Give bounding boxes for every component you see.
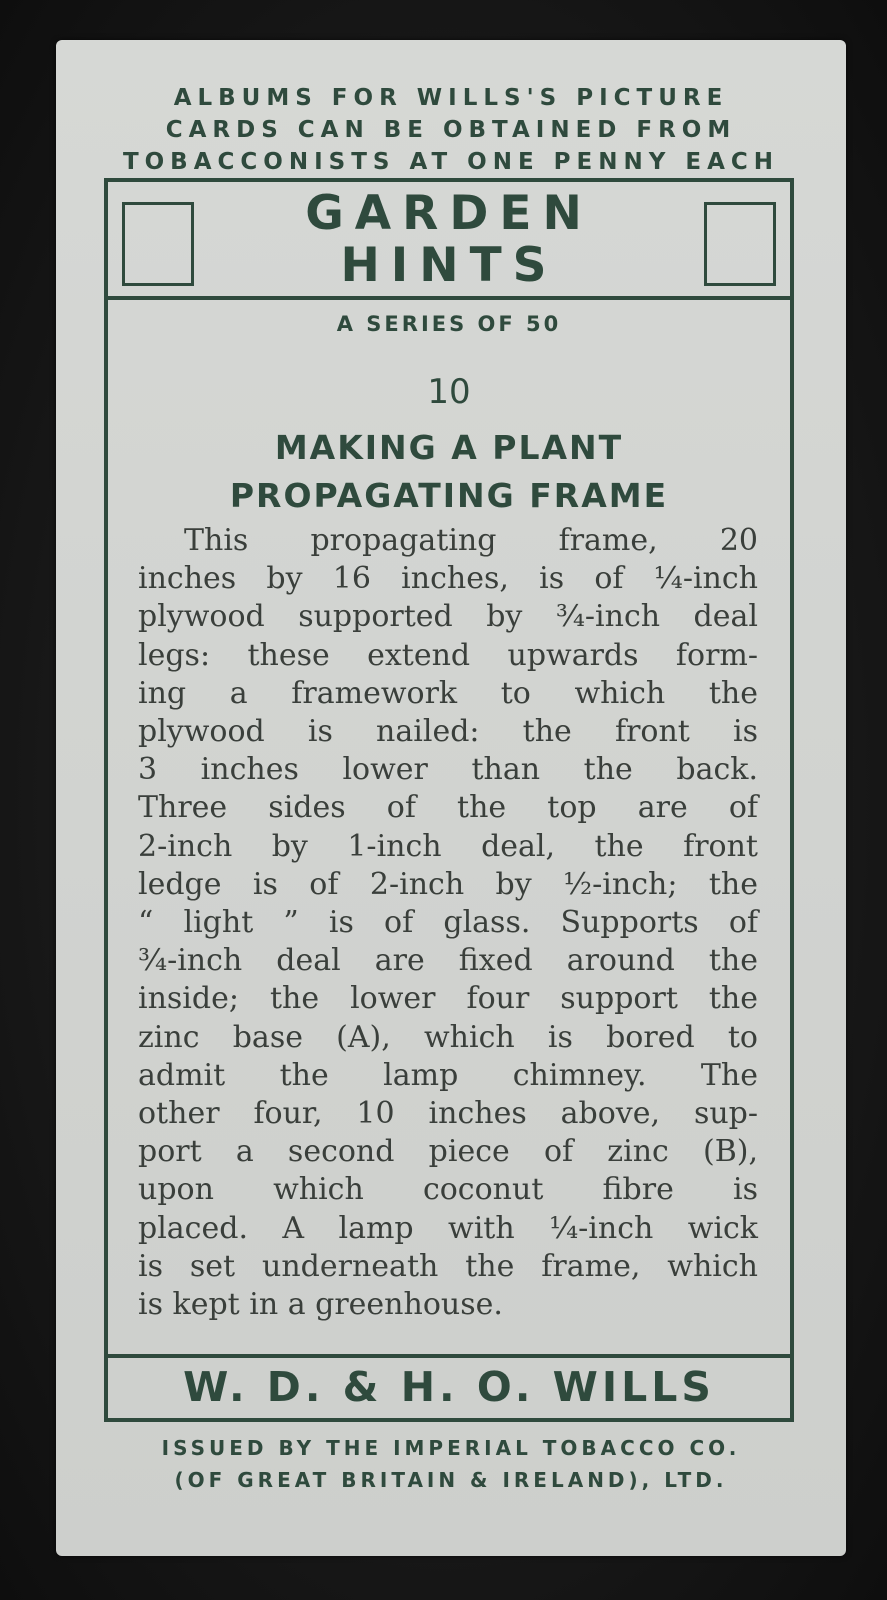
description-line: 3 inches lower than the back. [138, 752, 758, 788]
card-description [138, 522, 758, 1324]
series-subtitle: A SERIES OF 50 [336, 312, 562, 336]
card-frame [104, 178, 794, 1422]
description-line: other four, 10 inches above, sup- [138, 1096, 758, 1132]
card-number: 10 [427, 372, 471, 412]
description-line: is kept in a greenhouse. [138, 1287, 503, 1323]
description-line: Three sides of the top are of [138, 790, 758, 826]
maker-name: W. D. & H. O. WILLS [183, 1363, 715, 1411]
album-notice-line: TOBACCONISTS AT ONE PENNY EACH [122, 149, 780, 175]
description-line: port a second piece of zinc (B), [138, 1134, 758, 1170]
series-title-band [108, 182, 790, 300]
description-line: ing a framework to which the [138, 675, 758, 711]
description-line: zinc base (A), which is bored to [138, 1019, 758, 1055]
series-title-line: GARDEN [305, 186, 593, 241]
decorative-box-left [122, 202, 194, 286]
issuer-line: (OF GREAT BRITAIN & IRELAND), LTD. [174, 1468, 728, 1492]
album-notice [106, 82, 796, 178]
description-line: upon which coconut fibre is [138, 1172, 758, 1208]
description-line: inside; the lower four support the [138, 981, 758, 1017]
cigarette-card [56, 40, 846, 1556]
card-title-line: PROPAGATING FRAME [229, 476, 669, 515]
description-line: ledge is of 2-inch by ½-inch; the [138, 866, 758, 902]
maker-band [108, 1354, 790, 1418]
description-line: “ light ” is of glass. Supports of [138, 905, 758, 941]
issuer-line: ISSUED BY THE IMPERIAL TOBACCO CO. [161, 1436, 741, 1460]
series-title-line: HINTS [340, 238, 558, 293]
decorative-box-right [704, 202, 776, 286]
album-notice-line: CARDS CAN BE OBTAINED FROM [165, 117, 737, 143]
description-line: This propagating frame, 20 [184, 523, 758, 558]
description-line: placed. A lamp with ¼-inch wick [138, 1210, 758, 1246]
issuer-notice [86, 1432, 816, 1496]
description-line: legs: these extend upwards form- [138, 637, 758, 673]
description-line: is set underneath the frame, which [138, 1248, 758, 1284]
album-notice-line: ALBUMS FOR WILLS'S PICTURE [173, 85, 729, 111]
description-line: inches by 16 inches, is of ¼-inch [138, 561, 758, 597]
description-line: ¾-inch deal are fixed around the [138, 943, 758, 979]
card-title [108, 424, 790, 520]
description-line: plywood supported by ¾-inch deal [138, 599, 758, 635]
description-line: 2-inch by 1-inch deal, the front [138, 828, 758, 864]
description-line: plywood is nailed: the front is [138, 714, 758, 750]
description-line: admit the lamp chimney. The [138, 1057, 758, 1093]
card-title-line: MAKING A PLANT [274, 428, 624, 467]
series-title [198, 188, 700, 292]
